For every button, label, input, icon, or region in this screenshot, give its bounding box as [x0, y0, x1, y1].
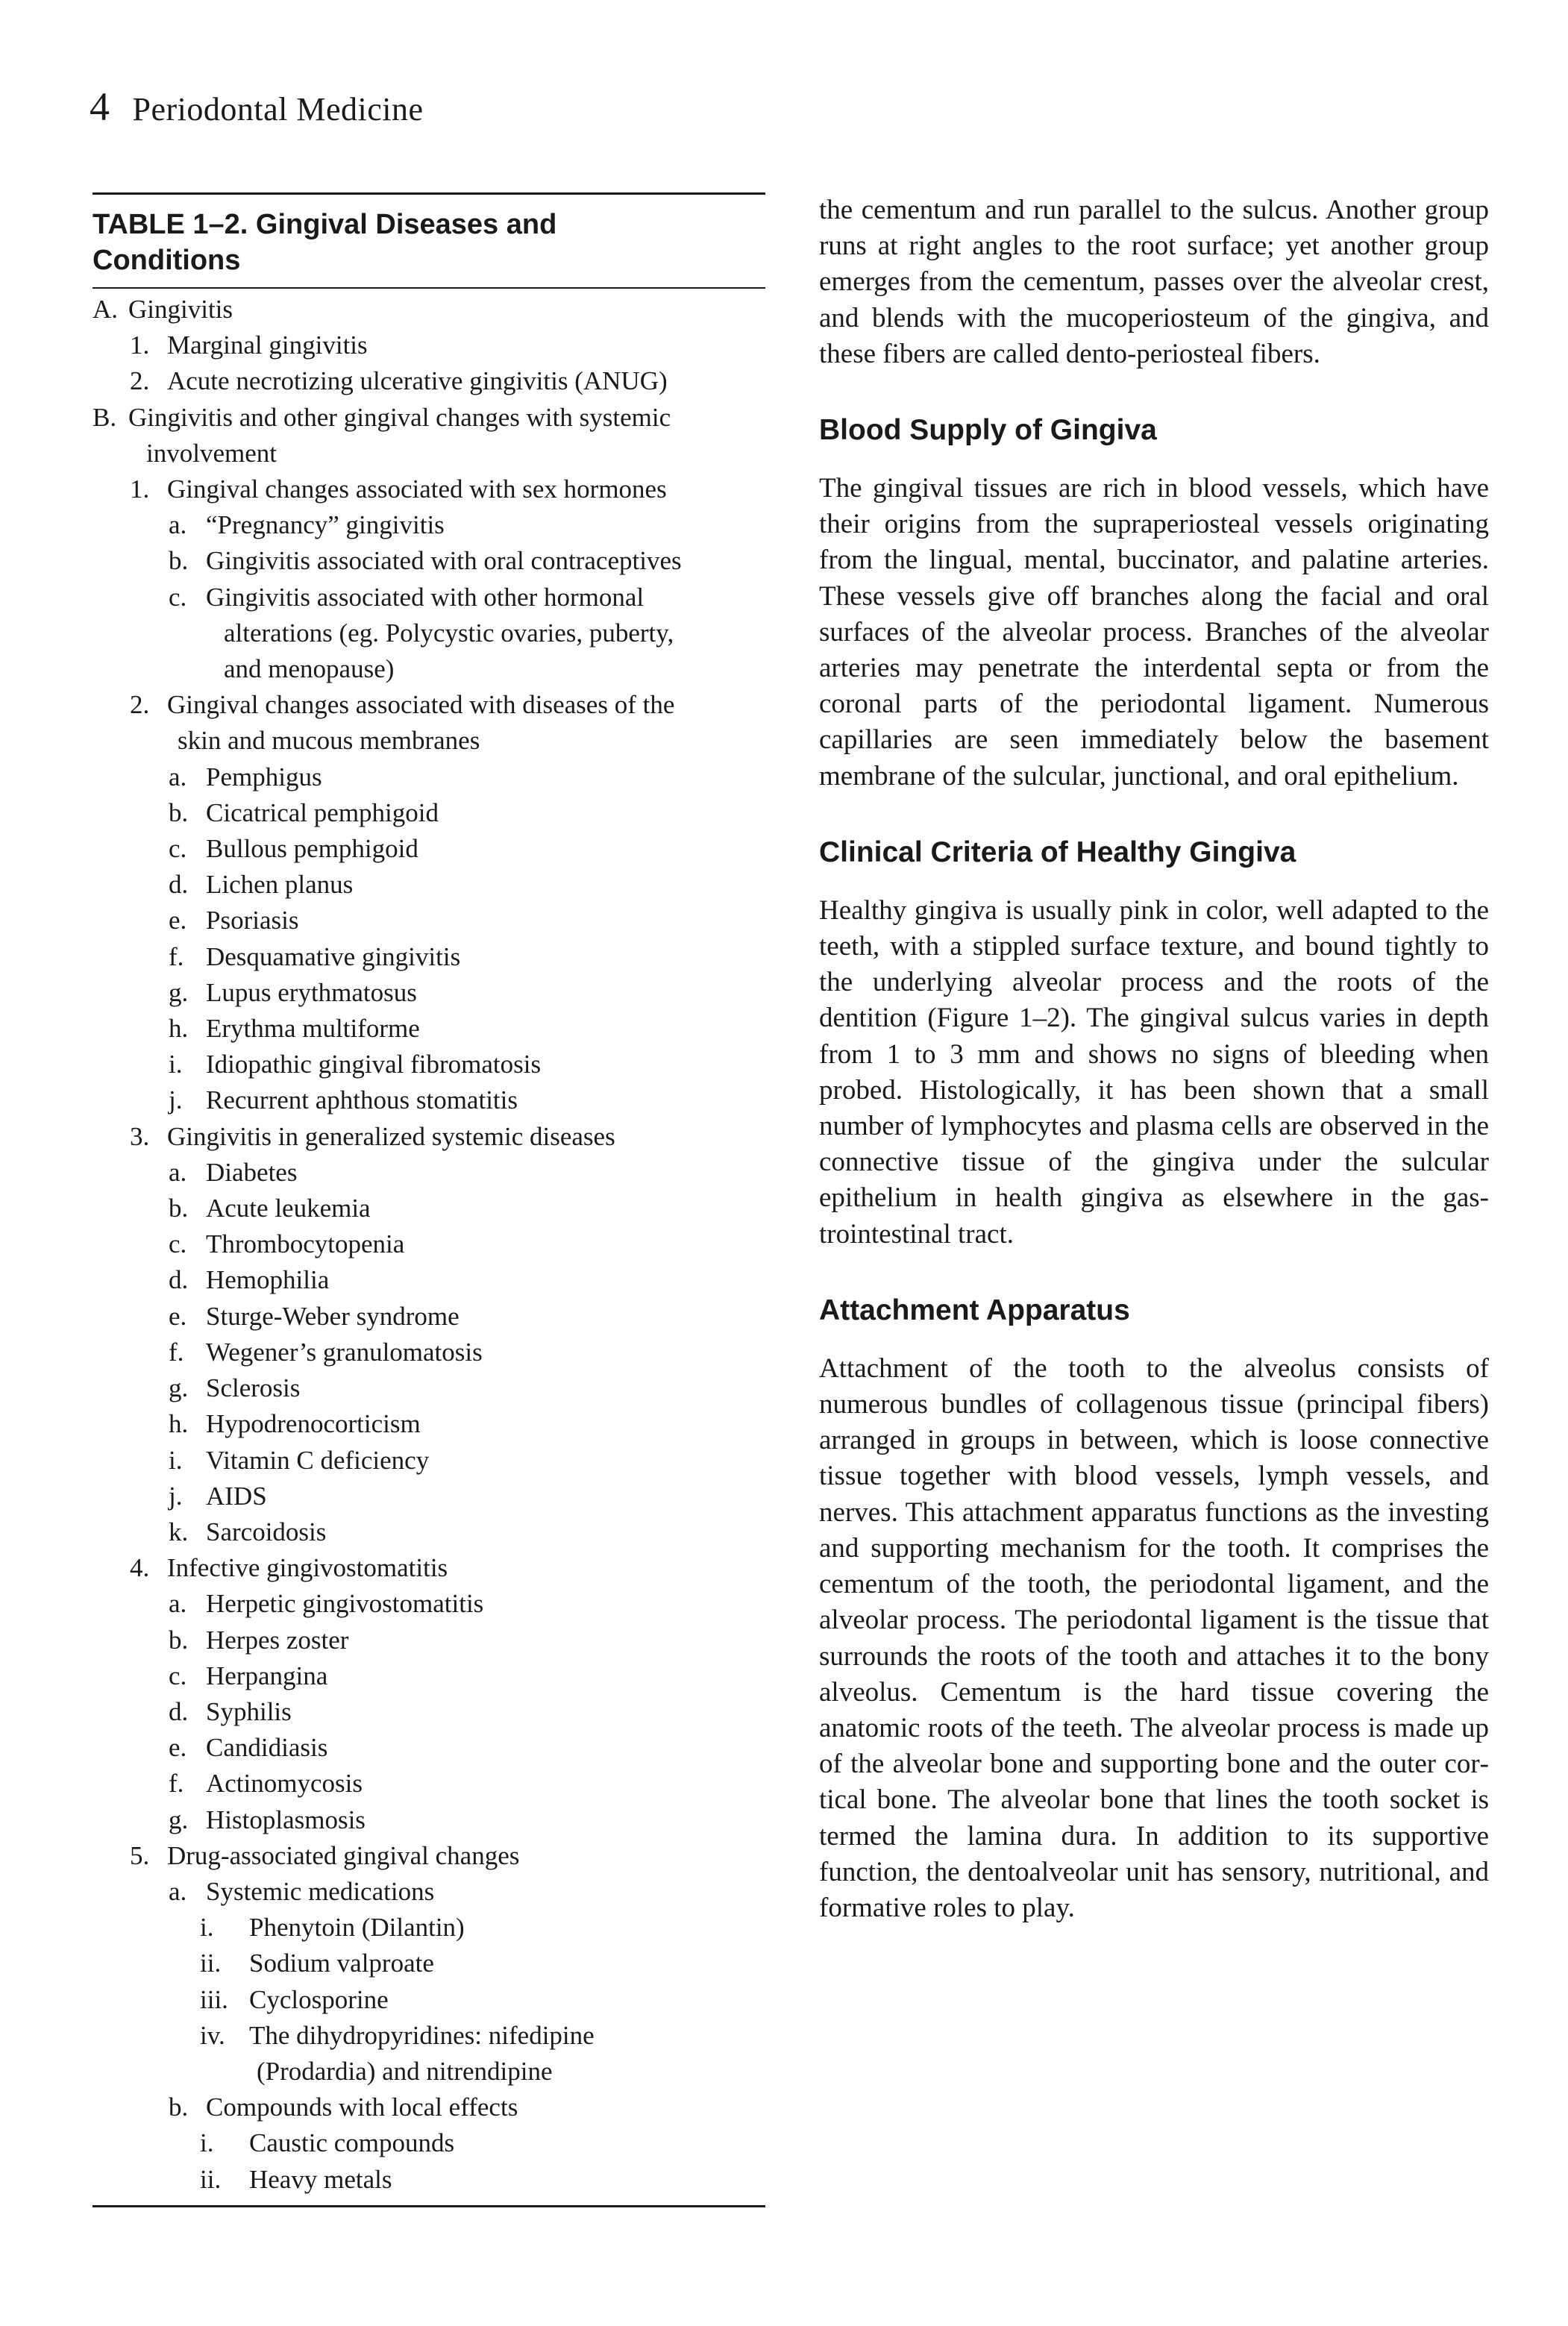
- table-row: [92, 1299, 765, 1335]
- list-marker: c.: [169, 834, 187, 864]
- list-marker: c.: [169, 1661, 187, 1690]
- list-item-text: AIDS: [206, 1481, 267, 1511]
- list-marker: g.: [169, 1805, 189, 1834]
- list-marker: i.: [169, 1445, 183, 1475]
- table-row: [92, 363, 765, 399]
- table-row: [92, 1946, 765, 1981]
- list-marker: b.: [169, 546, 189, 576]
- table-row: [92, 1802, 765, 1838]
- table-row: [92, 651, 765, 687]
- table-row: [92, 1443, 765, 1479]
- table-row: [92, 1226, 765, 1262]
- list-marker: h.: [169, 1014, 189, 1044]
- running-title: Periodontal Medicine: [132, 91, 424, 128]
- list-item-text: Sarcoidosis: [206, 1517, 327, 1546]
- list-item-text: Syphilis: [206, 1696, 292, 1726]
- list-marker: i.: [200, 1913, 214, 1943]
- page-number: 4: [90, 84, 110, 129]
- table-row: [92, 1191, 765, 1226]
- list-item-text: Gingivitis associated with other hormonal: [206, 582, 645, 612]
- list-marker: b.: [169, 1194, 189, 1223]
- list-marker: a.: [169, 762, 187, 791]
- list-item-text: (Prodardia) and nitrendipine: [257, 2056, 553, 2086]
- table-row: [92, 2125, 765, 2161]
- table-row: [92, 1479, 765, 1514]
- list-marker: 2.: [130, 690, 150, 720]
- table-row: [92, 795, 765, 831]
- table-row: [92, 1082, 765, 1118]
- section-paragraph-blood-supply: The gingival tissues are rich in blood vessels, which have their origins from the supraperiosteal vessels originating from the lingual, mental, buccinator, and palatine arteries. These vessels give off branches along the facial and oral surfaces of the alveolar process. Branches of the alveolar arteries may penetrate the interdental septa or from the coronal parts of the periodontal ligament. Numerous capillaries are seen immediately below the basement membrane of the sulcular, junctional, and oral epithelium.: [819, 473, 1489, 791]
- list-item-text: Diabetes: [206, 1157, 298, 1187]
- table-row: [92, 759, 765, 795]
- list-item-text: Lichen planus: [206, 870, 354, 900]
- list-marker: k.: [169, 1517, 189, 1546]
- list-item-text: Pemphigus: [206, 762, 322, 791]
- table-row: [92, 1155, 765, 1191]
- list-marker: b.: [169, 2093, 189, 2122]
- table-row: [92, 1550, 765, 1586]
- list-marker: d.: [169, 870, 189, 900]
- list-marker: f.: [169, 941, 184, 971]
- table-row: [92, 436, 765, 471]
- table-row: [92, 1694, 765, 1730]
- table-row: [92, 1262, 765, 1298]
- list-item-text: Gingival changes associated with diseases of the: [167, 690, 675, 720]
- list-marker: a.: [169, 1157, 187, 1187]
- list-item-text: Histoplasmosis: [206, 1805, 366, 1834]
- table-row: [92, 471, 765, 507]
- list-marker: iii.: [200, 1984, 228, 2014]
- list-item-text: Herpetic gingivostomatitis: [206, 1589, 484, 1619]
- table-row: [92, 1335, 765, 1370]
- table-row: [92, 1586, 765, 1622]
- list-item-text: Hypodrenocorticism: [206, 1409, 421, 1439]
- list-marker: e.: [169, 1733, 187, 1763]
- list-item-text: “Pregnancy” gingivitis: [206, 510, 445, 540]
- table-row: [92, 400, 765, 436]
- table-row: [92, 2018, 765, 2054]
- list-marker: ii.: [200, 1949, 222, 1978]
- section-paragraph-clinical-criteria: Healthy gingiva is usually pink in color, well adapted to the teeth, with a stippled surface texture, and bound tightly to the underlying alveolar process and the roots of the dentition (Figure 1–2). The gingival sulcus varies in depth from 1 to 3 mm and shows no signs of bleeding when probed. Histologically, it has been shown that a small number of lymphocytes and plasma cells are observed in the connective tissue of the gingiva under the sulcular epithelium in health gingiva as elsewhere in the gastrointestinal tract.: [819, 894, 1489, 1250]
- table-gingival-diseases: [92, 192, 765, 2207]
- table-row: [92, 1623, 765, 1658]
- list-item-text: Psoriasis: [206, 906, 299, 935]
- list-marker: d.: [169, 1696, 189, 1726]
- list-item-text: Lupus erythmatosus: [206, 977, 417, 1007]
- table-row: [92, 580, 765, 615]
- table-row: [92, 1982, 765, 2018]
- list-item-text: Gingival changes associated with sex hormones: [167, 474, 667, 504]
- list-item-text: Gingivitis and other gingival changes with systemic: [128, 402, 671, 432]
- table-row: [92, 687, 765, 723]
- list-marker: f.: [169, 1769, 184, 1799]
- intro-paragraph: the cementum and run parallel to the sulcus. Another group runs at right angles to the root surface; yet another group emerges from the cementum, passes over the alveolar crest, and blends with the mucoperiosteum of the gingiva, and these fibers are called dento-periosteal fibers.: [819, 195, 1489, 369]
- table-row: [92, 1730, 765, 1766]
- table-row: [92, 939, 765, 975]
- table-bottom-rule: [92, 2205, 765, 2207]
- list-marker: i.: [200, 2128, 214, 2158]
- section-heading-attachment-apparatus: Attachment Apparatus: [819, 1294, 1130, 1326]
- table-row: [92, 1658, 765, 1694]
- list-marker: a.: [169, 510, 187, 540]
- table-body: [92, 289, 765, 2205]
- table-row: [92, 1514, 765, 1550]
- table-row: [92, 615, 765, 651]
- list-marker: A.: [92, 295, 119, 324]
- list-item-text: Phenytoin (Dilantin): [249, 1913, 465, 1943]
- section-heading-clinical-criteria: Clinical Criteria of Healthy Gingiva: [819, 836, 1296, 868]
- list-item-text: Thrombocytopenia: [206, 1229, 405, 1259]
- table-title: [92, 195, 765, 287]
- list-item-text: Vitamin C deficiency: [206, 1445, 430, 1475]
- list-item-text: Caustic compounds: [249, 2128, 455, 2158]
- list-item-text: The dihydropyridines: nifedipine: [249, 2020, 595, 2050]
- list-marker: h.: [169, 1409, 189, 1439]
- list-marker: 1.: [130, 474, 150, 504]
- list-item-text: Gingivitis in generalized systemic diseases: [167, 1121, 615, 1151]
- list-item-text: Erythma multiforme: [206, 1014, 420, 1044]
- table-row: [92, 1119, 765, 1155]
- list-marker: 1.: [130, 330, 150, 360]
- list-item-text: Gingivitis associated with oral contraceptives: [206, 546, 682, 576]
- running-header: [90, 84, 424, 130]
- table-row: [92, 2162, 765, 2198]
- list-marker: ii.: [200, 2164, 222, 2194]
- list-marker: 4.: [130, 1553, 150, 1583]
- table-row: [92, 327, 765, 363]
- list-marker: 3.: [130, 1121, 150, 1151]
- list-item-text: Sturge-Weber syndrome: [206, 1301, 460, 1331]
- table-title-line-2: Conditions: [92, 245, 241, 276]
- list-item-text: skin and mucous membranes: [178, 726, 480, 756]
- list-item-text: Candidiasis: [206, 1733, 328, 1763]
- list-item-text: alterations (eg. Polycystic ovaries, puberty,: [224, 618, 674, 648]
- table-row: [92, 1047, 765, 1082]
- list-item-text: Heavy metals: [249, 2164, 392, 2194]
- list-marker: g.: [169, 1373, 189, 1403]
- table-row: [92, 831, 765, 867]
- table-row: [92, 1910, 765, 1946]
- table-row: [92, 2054, 765, 2090]
- body-text-column: [819, 192, 1489, 1926]
- list-marker: i.: [169, 1050, 183, 1079]
- list-item-text: Herpes zoster: [206, 1625, 349, 1655]
- list-item-text: and menopause): [224, 654, 395, 684]
- list-item-text: Systemic medications: [206, 1876, 435, 1906]
- list-item-text: Hemophilia: [206, 1265, 330, 1295]
- list-item-text: Sodium valproate: [249, 1949, 434, 1978]
- list-marker: f.: [169, 1337, 184, 1367]
- list-item-text: Acute necrotizing ulcerative gingivitis (ANUG): [167, 366, 668, 396]
- list-item-text: involvement: [146, 438, 277, 468]
- table-row: [92, 1766, 765, 1802]
- table-row: [92, 1406, 765, 1442]
- list-item-text: Actinomycosis: [206, 1769, 363, 1799]
- list-marker: b.: [169, 1625, 189, 1655]
- list-item-text: Infective gingivostomatitis: [167, 1553, 448, 1583]
- table-row: [92, 1011, 765, 1047]
- list-marker: a.: [169, 1589, 187, 1619]
- section-heading-blood-supply: Blood Supply of Gingiva: [819, 414, 1157, 447]
- list-marker: e.: [169, 1301, 187, 1331]
- table-row: [92, 1874, 765, 1910]
- list-item-text: Cicatrical pemphigoid: [206, 797, 439, 827]
- list-marker: c.: [169, 582, 187, 612]
- section-paragraph-attachment-apparatus: Attachment of the tooth to the alveolus consists of numerous bundles of collagenous tissue (principal fibers) arranged in groups in between, which is loose connective tissue together with blood vessels, lymph vessels, and nerves. This attachment apparatus functions as the investing and supporting mechanism for the tooth. It comprises the cementum of the tooth, the periodontal ligament, and the alveolar process. The periodontal ligament is the tissue that surrounds the roots of the tooth and attaches it to the bony alveolus. Cementum is the hard tissue covering the anatomic roots of the teeth. The alveolar process is made up of the alveolar bone and supporting bone and the outer cortical bone. The alveolar bone that lines the tooth socket is termed the lamina dura. In addition to its supportive function, the dentoalveolar unit has sensory, nutritional, and formative roles to play.: [819, 1352, 1489, 1923]
- list-marker: a.: [169, 1876, 187, 1906]
- table-row: [92, 723, 765, 759]
- table-row: [92, 903, 765, 938]
- table-row: [92, 1370, 765, 1406]
- list-item-text: Drug-associated gingival changes: [167, 1840, 520, 1870]
- list-item-text: Cyclosporine: [249, 1984, 389, 2014]
- list-item-text: Gingivitis: [128, 295, 233, 324]
- list-item-text: Marginal gingivitis: [167, 330, 368, 360]
- list-item-text: Idiopathic gingival fibromatosis: [206, 1050, 542, 1079]
- table-row: [92, 2090, 765, 2125]
- table-row: [92, 1838, 765, 1874]
- table-row: [92, 507, 765, 543]
- list-item-text: Recurrent aphthous stomatitis: [206, 1085, 518, 1115]
- list-marker: b.: [169, 797, 189, 827]
- list-marker: d.: [169, 1265, 189, 1295]
- table-row: [92, 867, 765, 903]
- list-marker: j.: [169, 1481, 183, 1511]
- list-item-text: Herpangina: [206, 1661, 328, 1690]
- list-item-text: Desquamative gingivitis: [206, 941, 461, 971]
- table-row: [92, 975, 765, 1011]
- table-row: [92, 292, 765, 327]
- list-item-text: Compounds with local effects: [206, 2093, 518, 2122]
- list-marker: 5.: [130, 1840, 150, 1870]
- list-marker: B.: [92, 402, 117, 432]
- list-marker: e.: [169, 906, 187, 935]
- list-item-text: Bullous pemphigoid: [206, 834, 418, 864]
- list-marker: j.: [169, 1085, 183, 1115]
- list-item-text: Wegener’s granulomatosis: [206, 1337, 483, 1367]
- list-marker: iv.: [200, 2020, 225, 2050]
- list-item-text: Acute leukemia: [206, 1194, 371, 1223]
- list-marker: g.: [169, 977, 189, 1007]
- list-marker: c.: [169, 1229, 187, 1259]
- table-title-line-1: TABLE 1–2. Gingival Diseases and: [92, 209, 557, 240]
- list-item-text: Sclerosis: [206, 1373, 301, 1403]
- list-marker: 2.: [130, 366, 150, 396]
- table-row: [92, 543, 765, 579]
